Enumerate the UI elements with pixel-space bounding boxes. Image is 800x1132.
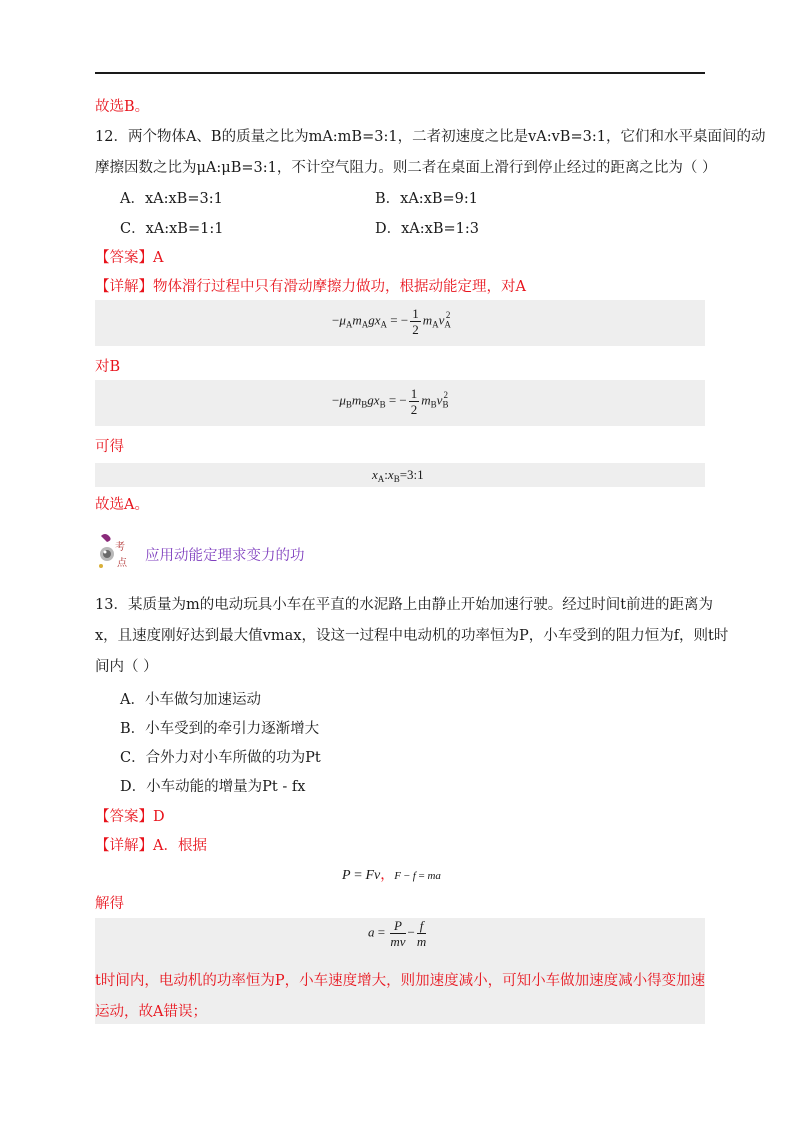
q12-option-b: B．xA:xB=9:1	[375, 191, 479, 207]
q13-explanation-line1: t时间内，电动机的功率恒为P，小车速度增大，则加速度减小，可知小车做加速度减小得变加速	[95, 973, 706, 989]
q12-stem-line1: 12．两个物体A、B的质量之比为mA:mB=3:1，二者初速度之比是vA:vB=3:1，它们和水平桌面间的动	[95, 129, 766, 145]
q13-explanation-line2: 运动，故A错误；	[95, 1004, 207, 1020]
q12-option-c: C．xA:xB=1:1	[120, 221, 224, 237]
formula-a: $-\mu_Am_Agx_A$ = − $\frac{1}{2}$ $m_Av_A^2$	[332, 306, 451, 337]
q11-conclusion: 故选B。	[95, 99, 150, 115]
q12-option-d: D．xA:xB=1:3	[375, 221, 479, 237]
q12-kede: 可得	[95, 439, 124, 455]
q13-stem-line2: x，且速度刚好达到最大值vmax，设这一过程中电动机的功率恒为P，小车受到的阻力恒为f，则t时	[95, 628, 729, 644]
q12-to-b: 对B	[95, 359, 121, 375]
svg-text:点: 点	[117, 558, 127, 569]
q12-option-a: A．xA:xB=3:1	[120, 191, 223, 207]
q13-answer: 【答案】D	[95, 809, 165, 825]
q13-option-b: B．小车受到的牵引力逐渐增大	[120, 721, 320, 737]
q12-answer: 【答案】A	[95, 250, 164, 266]
formula-b: $-\mu_Bm_Bgx_B$ = − $\frac{1}{2}$ $m_Bv_B^2$	[332, 386, 449, 417]
header-rule	[95, 72, 705, 74]
q12-conclusion: 故选A。	[95, 497, 149, 513]
formula-power: P = Fv，F − f = ma	[342, 868, 441, 883]
q13-stem-line1: 13．某质量为m的电动玩具小车在平直的水泥路上由静止开始加速行驶。经过时间t前进的距离为	[95, 597, 714, 613]
q13-jiede: 解得	[95, 896, 124, 912]
kaodian-label: 应用动能定理求变力的功	[145, 548, 305, 564]
q12-result: $x_A:x_B=3:1$	[372, 467, 424, 484]
formula-accel: a = $\frac{P}{mv}$ − $\frac{f}{m}$	[368, 918, 427, 949]
q12-detail: 【详解】物体滑行过程中只有滑动摩擦力做功，根据动能定理，对A	[95, 279, 526, 295]
svg-text:考: 考	[115, 542, 125, 553]
q13-stem-line3: 间内（ ）	[95, 659, 158, 675]
q13-option-c: C．合外力对小车所做的功为Pt	[120, 750, 321, 766]
q13-detail: 【详解】A．根据	[95, 838, 207, 854]
q12-stem-line2: 摩擦因数之比为μA:μB=3:1，不计空气阻力。则二者在桌面上滑行到停止经过的距离之比为（ ）	[95, 160, 717, 176]
q13-option-a: A．小车做匀加速运动	[120, 692, 261, 708]
q13-option-d: D．小车动能的增量为Pt - fx	[120, 779, 306, 795]
kaodian-icon	[95, 530, 139, 574]
